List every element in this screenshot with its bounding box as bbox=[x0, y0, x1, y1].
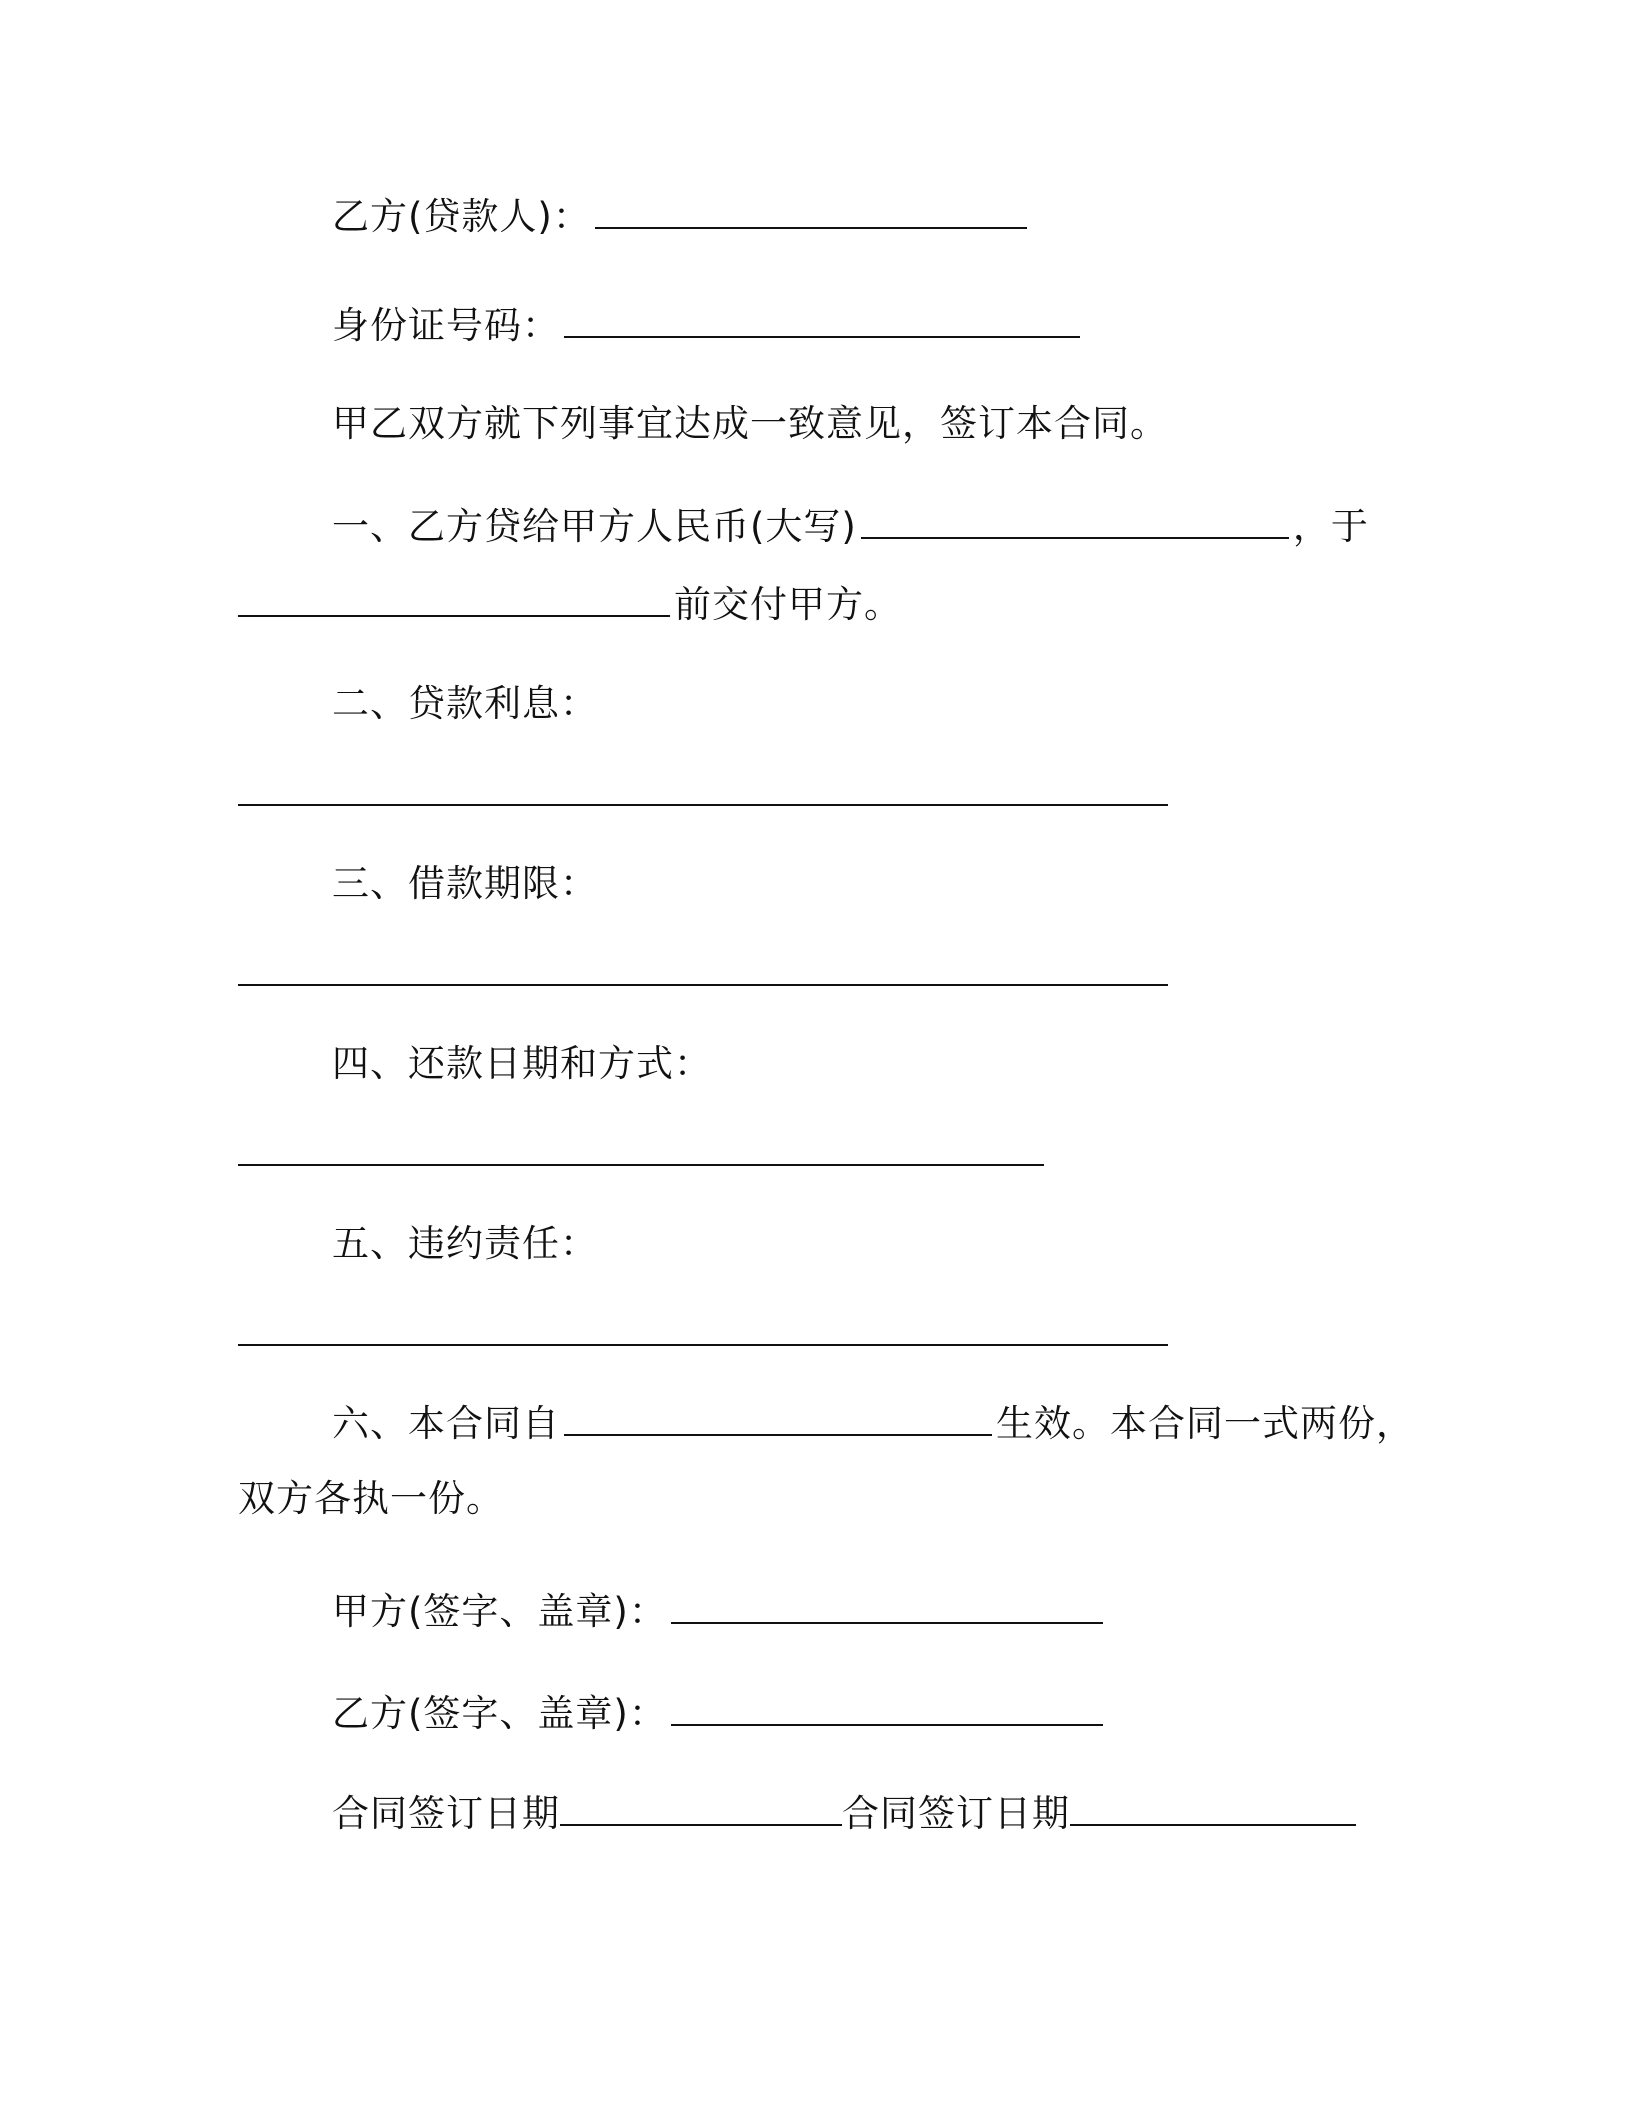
loan-amount-blank bbox=[861, 503, 1289, 539]
clause-6-line-1 bbox=[332, 1400, 1414, 1446]
clause-2-fill-line bbox=[238, 770, 1172, 816]
clause-2-line bbox=[332, 682, 598, 726]
date-line bbox=[332, 1790, 1360, 1836]
date-label-2: 合同签订日期 bbox=[842, 1792, 1070, 1835]
clause-6-text: 六、本合同自 bbox=[332, 1402, 560, 1445]
party-b-line bbox=[332, 193, 1031, 239]
sign-a-blank bbox=[671, 1588, 1103, 1624]
date-blank-1 bbox=[560, 1790, 842, 1826]
clause-1-line-1 bbox=[332, 503, 1369, 549]
id-number-blank bbox=[564, 302, 1080, 338]
agreement-text: 甲乙双方就下列事宜达成一致意见，签订本合同。 bbox=[332, 402, 1168, 445]
clause-4-fill-line bbox=[238, 1130, 1048, 1176]
clause-6-line-2 bbox=[238, 1477, 504, 1521]
party-b-blank bbox=[595, 193, 1027, 229]
effective-date-blank bbox=[564, 1400, 992, 1436]
party-b-label: 乙方(贷款人)： bbox=[332, 195, 591, 238]
clause-5-fill-line bbox=[238, 1310, 1172, 1356]
liability-blank bbox=[238, 1310, 1168, 1346]
clause-1-text: 一、乙方贷给甲方人民币(大写) bbox=[332, 505, 857, 548]
id-number-label: 身份证号码： bbox=[332, 304, 560, 347]
clause-3-line bbox=[332, 862, 598, 906]
clause-4-text: 四、还款日期和方式： bbox=[332, 1042, 712, 1085]
clause-2-text: 二、贷款利息： bbox=[332, 682, 598, 725]
interest-blank bbox=[238, 770, 1168, 806]
clause-3-fill-line bbox=[238, 950, 1172, 996]
clause-5-text: 五、违约责任： bbox=[332, 1222, 598, 1265]
sign-b-line bbox=[332, 1690, 1107, 1736]
date-label-1: 合同签订日期 bbox=[332, 1792, 560, 1835]
sign-b-blank bbox=[671, 1690, 1103, 1726]
clause-3-text: 三、借款期限： bbox=[332, 862, 598, 905]
delivery-date-blank bbox=[238, 581, 670, 617]
clause-6-end: 双方各执一份。 bbox=[238, 1477, 504, 1520]
clause-1-after: ，于 bbox=[1292, 505, 1369, 548]
id-number-line bbox=[332, 302, 1084, 348]
agreement-line bbox=[332, 402, 1168, 446]
date-blank-2 bbox=[1070, 1790, 1356, 1826]
clause-5-line bbox=[332, 1222, 598, 1266]
term-blank bbox=[238, 950, 1168, 986]
clause-1-line-2 bbox=[238, 581, 902, 627]
clause-4-line bbox=[332, 1042, 712, 1086]
clause-6-after: 生效。本合同一式两份， bbox=[996, 1402, 1414, 1445]
sign-b-label: 乙方(签字、盖章)： bbox=[332, 1692, 667, 1735]
repayment-blank bbox=[238, 1130, 1044, 1166]
sign-a-label: 甲方(签字、盖章)： bbox=[332, 1590, 667, 1633]
sign-a-line bbox=[332, 1588, 1107, 1634]
clause-1-end: 前交付甲方。 bbox=[674, 583, 902, 626]
